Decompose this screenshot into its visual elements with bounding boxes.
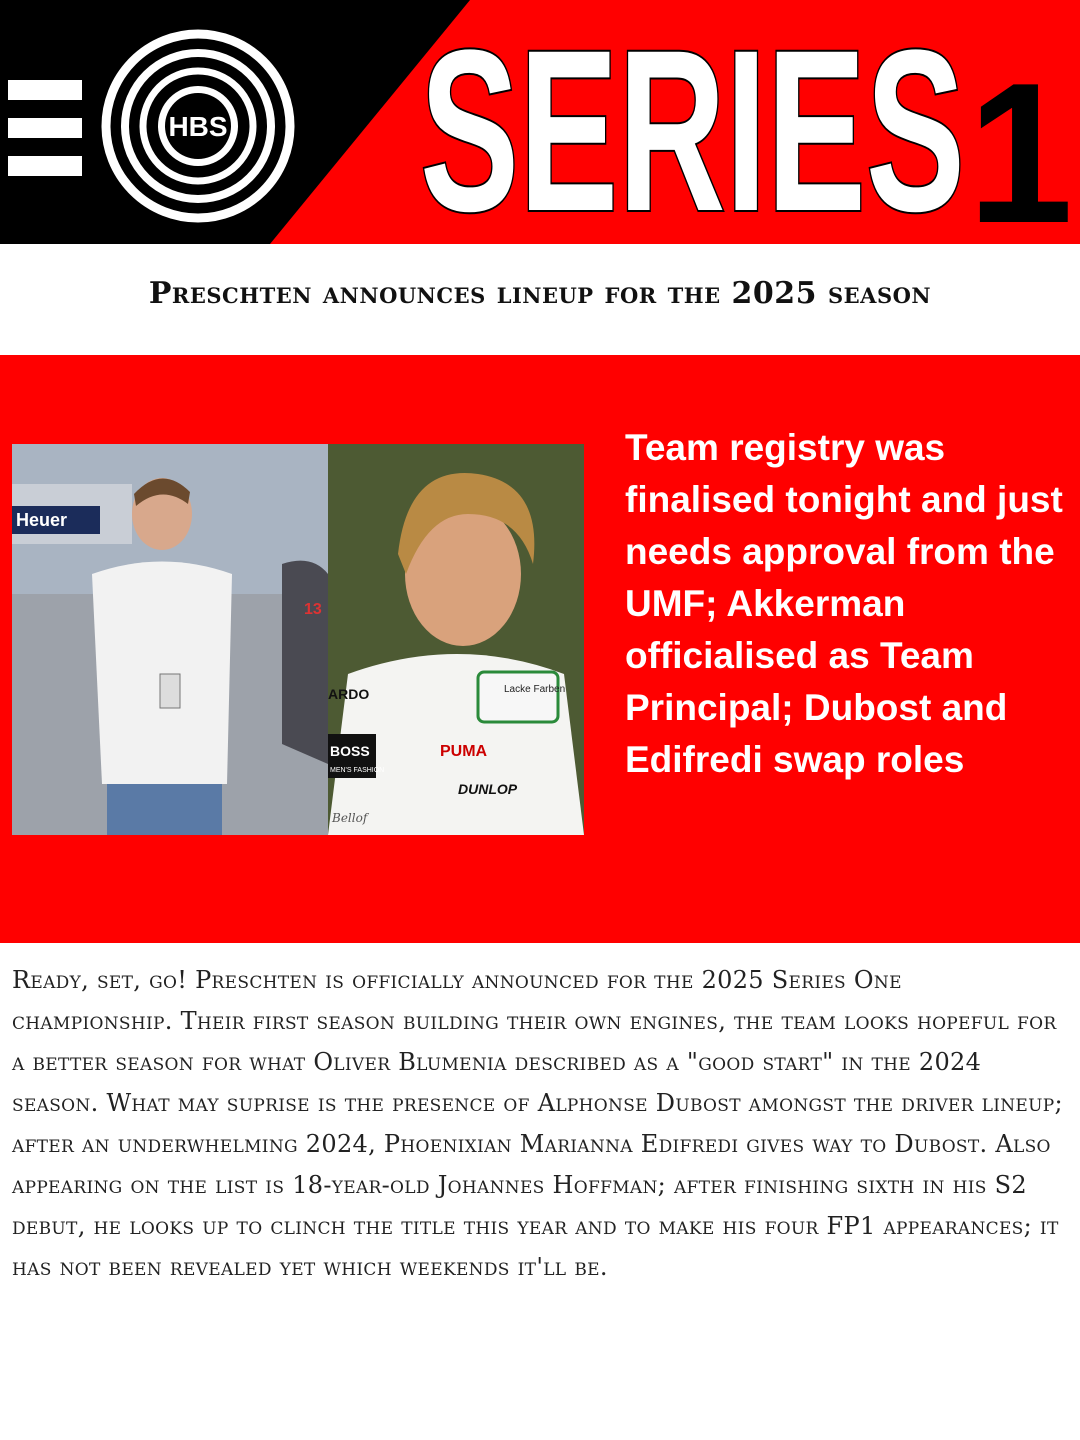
signage-number: 13 [304,601,322,618]
signature-text: Bellof [332,811,368,825]
site-header [0,0,1080,244]
logo-text: HBS [168,111,228,142]
sponsor-boss: BOSS [330,743,370,759]
sponsor-ardo: ARDO [328,686,370,702]
sponsor-lacke: Lacke Farben [504,684,566,695]
signage-heuer: Heuer [16,510,68,530]
article-subheadline: Team registry was finalised tonight and just needs approval from the UMF; Akkerman officialised as Team Principal; Dubost and Edifredi swap roles [625,427,1063,780]
driver-photo-right [328,444,584,835]
sponsor-puma: PUMA [440,743,488,760]
sponsor-boss-sub: MEN'S FASHION [330,767,385,774]
driver-photo-left [12,444,328,835]
brand-text: SERIES [420,2,965,244]
hbs-logo[interactable] [100,28,296,224]
series-one-wordmark [420,0,1080,244]
article-body: Ready, set, go! Preschten is officially announced for the 2025 Series One championship. Their first season building their own engines, the team looks hopeful for a better season for what Oliver Blumenia described as a "good start" in the 2024 season. What may suprise is the presence of Alphonse Dubost amongst the driver lineup; after an underwhelming 2024, Phoenixian Marianna Edifredi gives way to Dubost. Also appearing on the list is 18-year-old Johannes Hoffman; after finishing sixth in his S2 debut, he looks up to clinch the title this year and to make his four FP1 appearances; it has not been revealed yet which weekends it'll be. [12,966,1063,1281]
brand-number: 1 [968,42,1073,244]
hamburger-menu-icon[interactable] [8,80,82,176]
sponsor-dunlop: DUNLOP [458,781,518,797]
article-headline: Preschten announces lineup for the 2025 season [148,276,932,311]
